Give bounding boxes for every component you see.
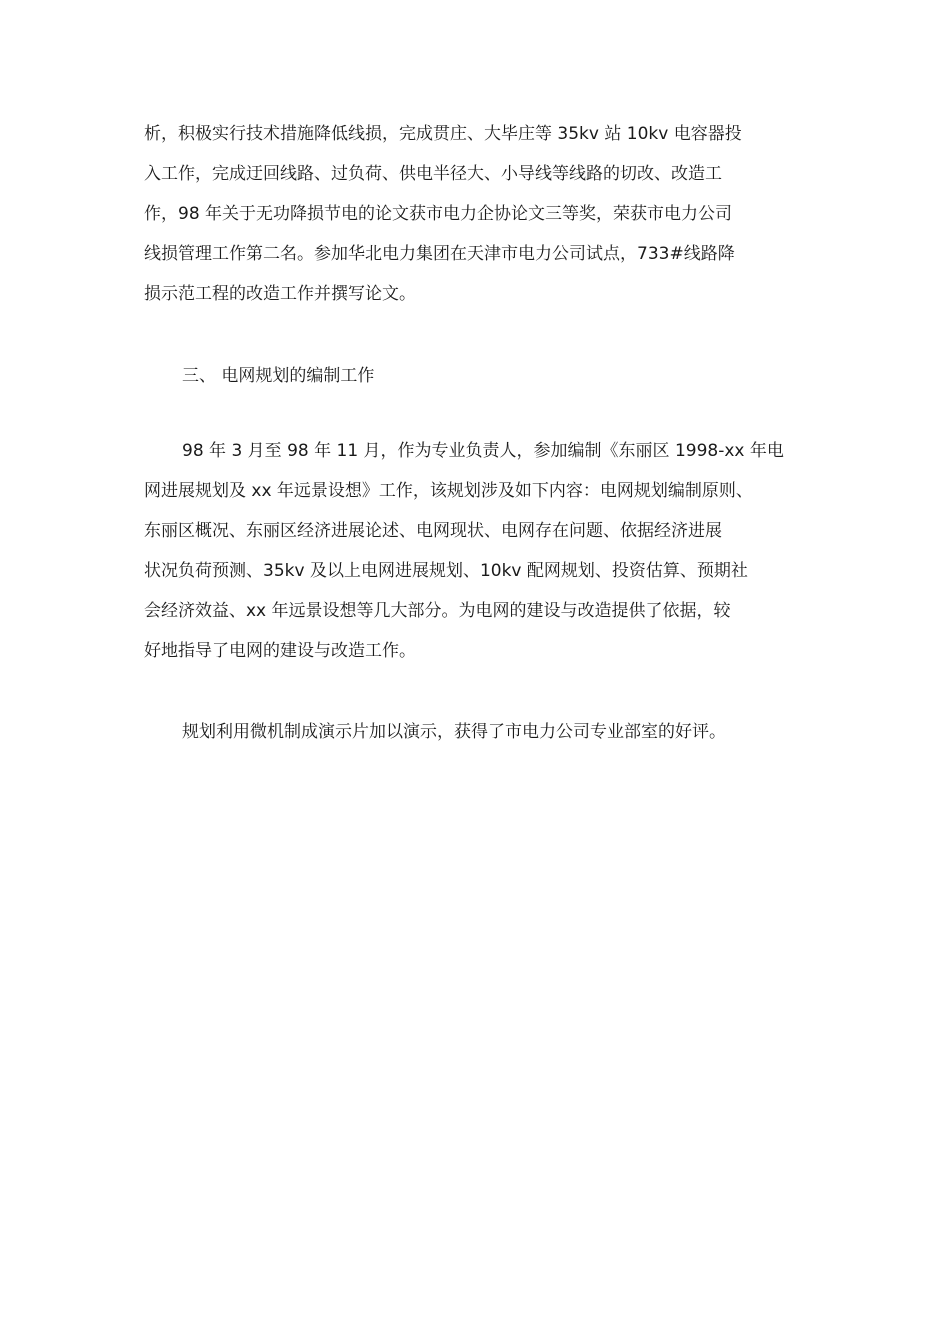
paragraph-line-loss — [144, 114, 824, 314]
paragraph-line: 98 年 3 月至 98 年 11 月，作为专业负责人，参加编制《东丽区 1998-xx 年电 — [182, 441, 784, 461]
paragraph-line: 规划利用微机制成演示片加以演示，获得了市电力公司专业部室的好评。 — [182, 722, 726, 742]
paragraph-line: 网进展规划及 xx 年远景设想》工作，该规划涉及如下内容：电网规划编制原则、 — [144, 481, 753, 501]
paragraph-line: 作，98 年关于无功降损节电的论文获市电力企协论文三等奖，荣获市电力公司 — [144, 204, 733, 224]
paragraph-line: 好地指导了电网的建设与改造工作。 — [144, 641, 416, 661]
paragraph-line: 东丽区概况、东丽区经济进展论述、电网现状、电网存在问题、依据经济进展 — [144, 521, 722, 541]
section-heading: 三、 电网规划的编制工作 — [182, 366, 375, 386]
section-heading-block — [144, 356, 824, 396]
paragraph-line: 线损管理工作第二名。参加华北电力集团在天津市电力公司试点，733#线路降 — [144, 244, 735, 264]
paragraph-line: 析，积极实行技术措施降低线损，完成贯庄、大毕庄等 35kv 站 10kv 电容器投 — [144, 124, 742, 144]
paragraph-grid-planning — [144, 431, 824, 671]
paragraph-presentation — [144, 712, 824, 752]
paragraph-line: 损示范工程的改造工作并撰写论文。 — [144, 284, 416, 304]
paragraph-line: 入工作，完成迂回线路、过负荷、供电半径大、小导线等线路的切改、改造工 — [144, 164, 722, 184]
paragraph-line: 会经济效益、xx 年远景设想等几大部分。为电网的建设与改造提供了依据，较 — [144, 601, 731, 621]
paragraph-line: 状况负荷预测、35kv 及以上电网进展规划、10kv 配网规划、投资估算、预期社 — [144, 561, 748, 581]
